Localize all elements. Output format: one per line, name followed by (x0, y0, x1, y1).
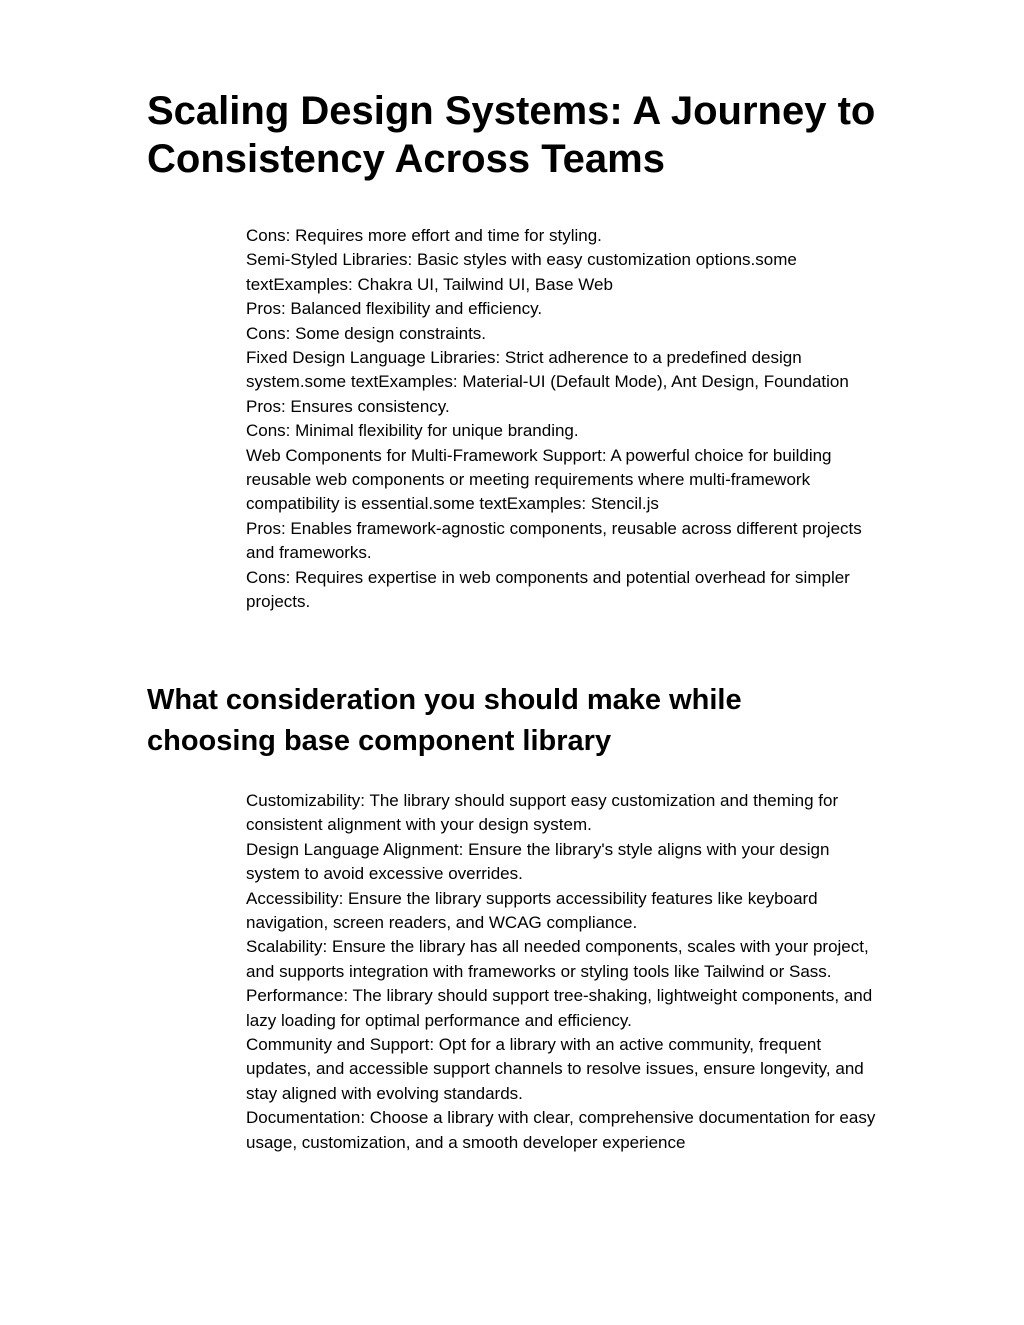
list-item: Pros: Enables framework-agnostic components, reusable across different projects and frameworks. (246, 518, 862, 563)
list-item: Fixed Design Language Libraries: Strict adherence to a predefined design system.some textExamples: Material-UI (Default Mode), Ant Design, Foundation (246, 348, 849, 392)
considerations-list (246, 789, 886, 1155)
list-item: Performance: The library should support tree-shaking, lightweight components, and lazy loading for optimal performance and efficiency. (246, 986, 873, 1030)
list-item: Pros: Ensures consistency. (246, 396, 450, 416)
list-item: Cons: Requires more effort and time for styling. (246, 226, 602, 245)
document-title: Scaling Design Systems: A Journey to Consistency Across Teams (147, 89, 876, 181)
list-item: Pros: Balanced flexibility and efficiency. (246, 299, 543, 319)
list-item: Documentation: Choose a library with clear, comprehensive documentation for easy usage, customization, and a smooth developer experience (246, 1108, 876, 1152)
list-item: Cons: Some design constraints. (246, 323, 487, 343)
list-item: Customizability: The library should support easy customization and theming for consistent alignment with your design system. (246, 791, 839, 835)
list-item: Community and Support: Opt for a library with an active community, frequent updates, and accessible support channels to resolve issues, ensure longevity, and stay aligned with evolving standards. (246, 1035, 864, 1103)
list-item: Scalability: Ensure the library has all needed components, scales with your project, and supports integration with frameworks or styling tools like Tailwind or Sass. (246, 937, 869, 981)
list-item: Semi-Styled Libraries: Basic styles with easy customization options.some textExamples: Chakra UI, Tailwind UI, Base Web (246, 250, 797, 294)
list-item: Cons: Minimal flexibility for unique branding. (246, 421, 579, 441)
list-item: Accessibility: Ensure the library supports accessibility features like keyboard navigation, screen readers, and WCAG compliance. (246, 888, 818, 933)
list-item: Web Components for Multi-Framework Support: A powerful choice for building reusable web components or meeting requirements where multi-framework compatibility is essential.some textExamples: Stencil.js (246, 445, 832, 514)
library-types-list (246, 224, 886, 615)
list-item: Cons: Requires expertise in web components and potential overhead for simpler projects. (246, 567, 850, 612)
section-heading: What consideration you should make while choosing base component library (147, 684, 742, 757)
list-item: Design Language Alignment: Ensure the library's style aligns with your design system to avoid excessive overrides. (246, 839, 830, 884)
